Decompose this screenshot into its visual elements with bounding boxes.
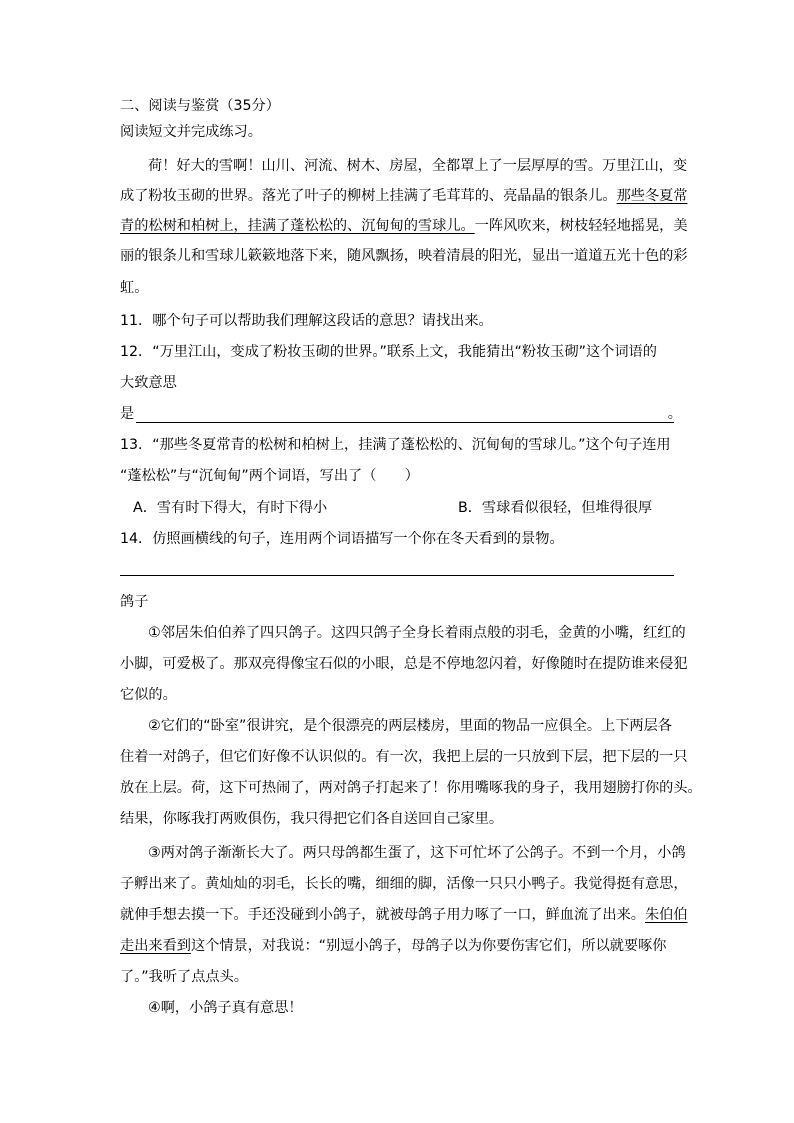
paragraph-1: 它似的。	[120, 687, 177, 703]
paragraph-4: ④啊，小鸽子真有意思！	[148, 1000, 303, 1016]
question-12: 12．“万里江山，变成了粉妆玉砌的世界。”联系上文，我能猜出“粉妆玉砌”这个词语的	[120, 344, 657, 360]
section-instruction: 阅读短文并完成练习。	[120, 124, 262, 140]
underlined-sentence: 那些冬夏常	[616, 188, 688, 204]
paragraph-2: ②它们的“卧室”很讲究，是个很漂亮的两层楼房，里面的物品一应俱全。上下两层各	[148, 718, 672, 734]
passage-line: 虹。	[120, 280, 149, 296]
passage-text: 成了粉妆玉砌的世界。落光了叶子的柳树上挂满了毛茸茸的、亮晶晶的银条儿。	[120, 188, 617, 204]
paragraph-3: ③两对鸽子渐渐长大了。两只母鸽都生蛋了，这下可忙坏了公鸽子。不到一个月，小鸽	[148, 845, 686, 861]
underlined-phrase: 朱伯伯	[644, 907, 688, 923]
answer-prefix: 是	[120, 406, 135, 422]
passage-title: 鸽子	[120, 594, 149, 610]
underlined-phrase: 走出来看到	[120, 938, 191, 954]
passage-line	[120, 216, 688, 236]
passage-text: 这个情景，对我说：“别逗小鸽子，母鸽子以为你要伤害它们，所以就要啄你	[190, 938, 667, 954]
paragraph-3	[120, 936, 667, 956]
answer-suffix: 。	[667, 406, 682, 422]
question-14: 14．仿照画横线的句子，连用两个词语描写一个你在冬天看到的景物。	[120, 531, 564, 547]
underlined-sentence: 青的松树和柏树上，挂满了蓬松松的、沉甸甸的雪球儿。	[120, 218, 475, 234]
passage-line: 丽的银条儿和雪球儿簌簌地落下来，随风飘扬，映着清晨的阳光，显出一道道五光十色的彩	[120, 248, 688, 264]
paragraph-3: 了。”我听了点点头。	[120, 969, 248, 985]
paragraph-1: 小脚，可爱极了。那双亮得像宝石似的小眼，总是不停地忽闪着，好像随时在提防谁来侵犯	[120, 656, 688, 672]
passage-line: 荷！好大的雪啊！山川、河流、树木、房屋，全都罩上了一层厚厚的雪。万里江山，变	[148, 158, 688, 174]
paragraph-1: ①邻居朱伯伯养了四只鸽子。这四只鸽子全身长着雨点般的羽毛，金黄的小嘴，红红的	[148, 625, 686, 641]
question-13: 13．“那些冬夏常青的松树和柏树上，挂满了蓬松松的、沉甸甸的雪球儿。”这个句子连用	[120, 437, 671, 453]
question-13-cont: “蓬松松”与“沉甸甸”两个词语，写出了（ ）	[120, 468, 419, 484]
passage-text: 就伸手想去摸一下。手还没碰到小鸽子，就被母鸽子用力啄了一口，鲜血流了出来。	[120, 907, 645, 923]
paragraph-3: 子孵出来了。黄灿灿的羽毛，长长的嘴，细细的脚，活像一只只小鸭子。我觉得挺有意思，	[120, 876, 688, 892]
passage-text: 一阵风吹来，树枝轻轻地摇晃，美	[474, 218, 688, 234]
paragraph-2: 住着一对鸽子，但它们好像不认识似的。有一次，我把上层的一只放到下层，把下层的一只	[120, 749, 688, 765]
section-title: 二、阅读与鉴赏（35分）	[120, 98, 280, 114]
passage-line	[120, 186, 688, 206]
paragraph-3	[120, 905, 688, 925]
paragraph-2: 结果，你啄我打两败俱伤，我只得把它们各自送回自己家里。	[120, 811, 504, 827]
answer-line-14[interactable]	[120, 575, 674, 576]
answer-line-12[interactable]	[120, 404, 682, 424]
paragraph-2: 放在上层。荷，这下可热闹了，两对鸽子打起来了！你用嘴啄我的身子，我用翅膀打你的头。	[120, 780, 702, 796]
option-a[interactable]: A．雪有时下得大，有时下得小	[133, 500, 328, 516]
option-b[interactable]: B．雪球看似很轻，但堆得很厚	[458, 500, 653, 516]
answer-blank[interactable]	[136, 422, 674, 423]
question-12-cont: 大致意思	[120, 375, 177, 391]
question-11: 11．哪个句子可以帮助我们理解这段话的意思？请找出来。	[120, 313, 493, 329]
